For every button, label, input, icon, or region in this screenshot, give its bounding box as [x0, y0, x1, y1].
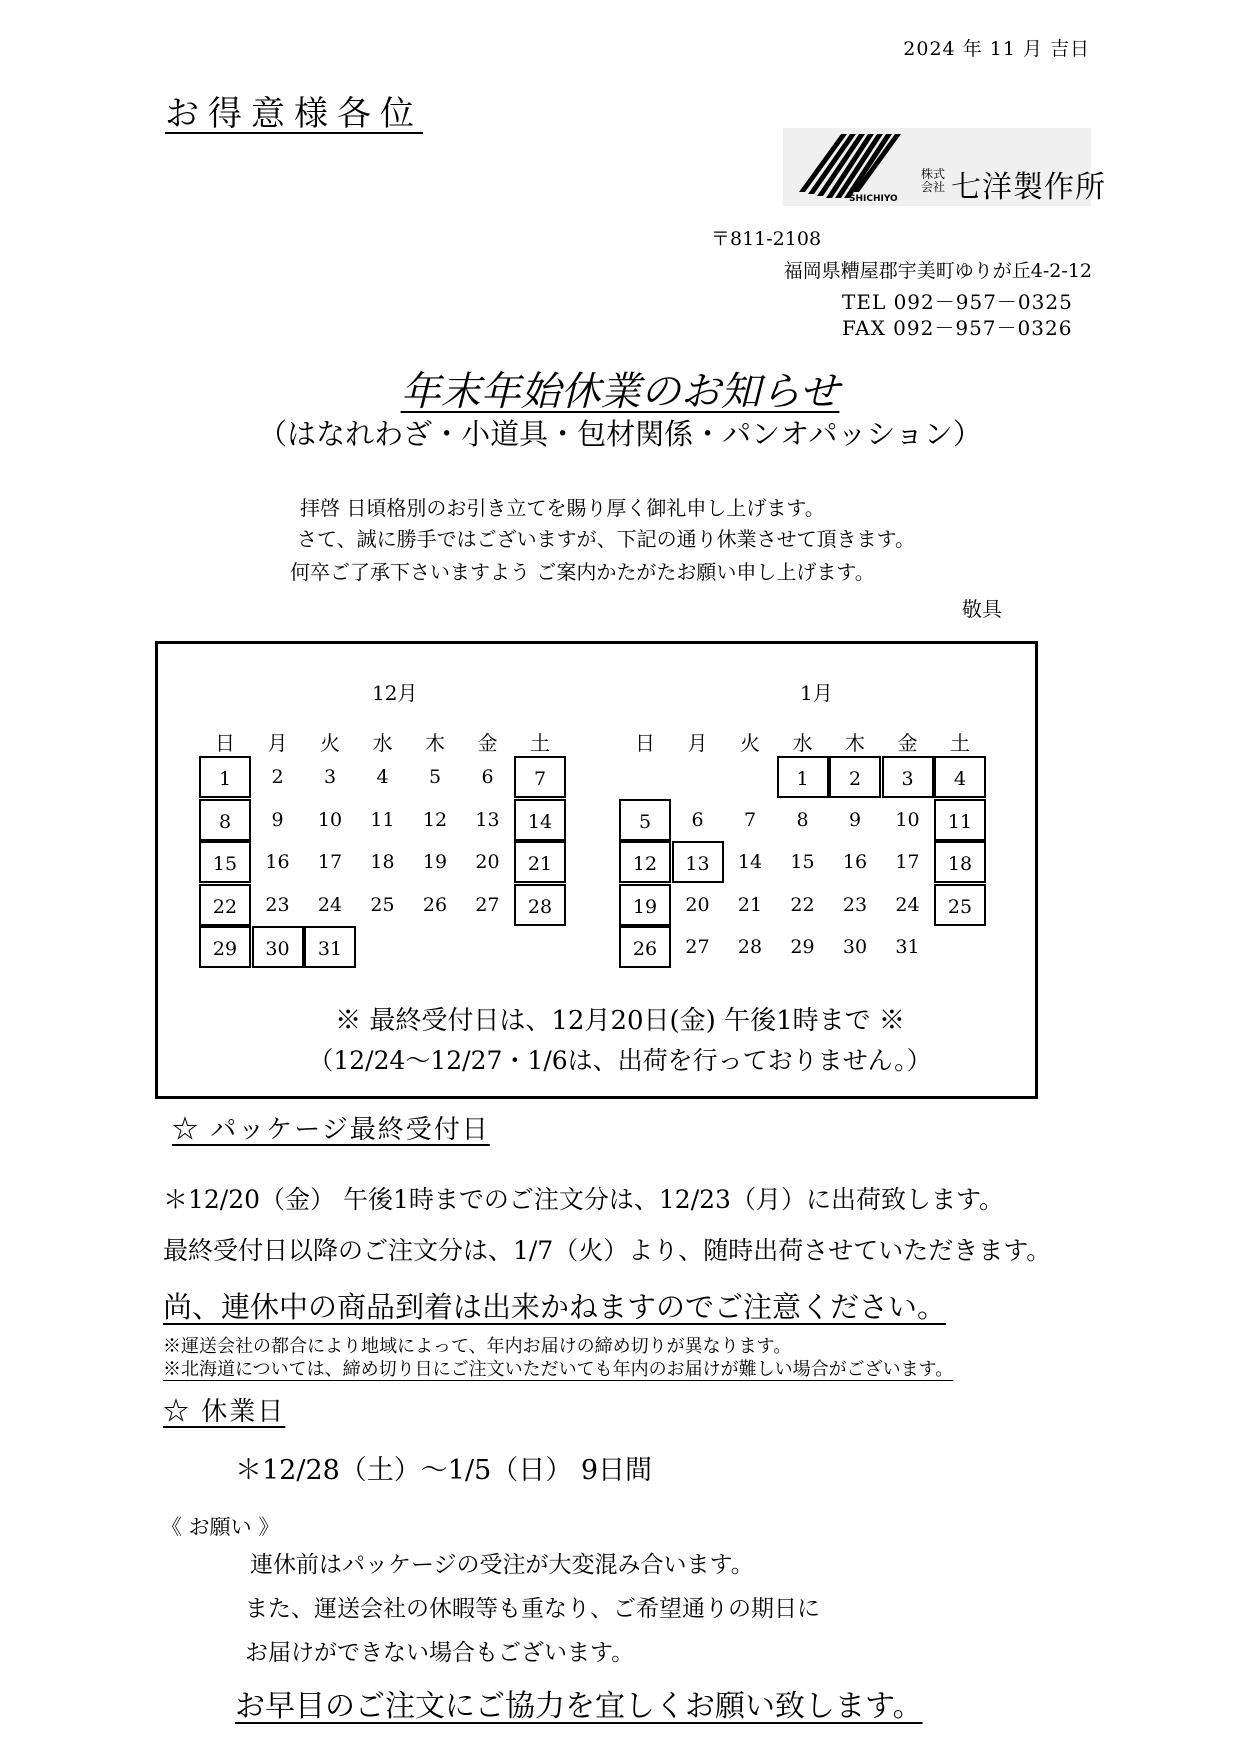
- weekday-header: 月: [267, 731, 288, 755]
- calendar-day: 16: [265, 851, 290, 873]
- calendar-day-holiday: 12: [619, 841, 671, 883]
- notice-subtitle: （はなれわざ・小道具・包材関係・パンオパッション）: [258, 417, 982, 451]
- calendar-day: 17: [317, 851, 343, 873]
- calendar-day-holiday: 18: [934, 841, 986, 883]
- logo-latin-text: SHICHIYO: [849, 194, 898, 204]
- package-section-heading: ☆ パッケージ最終受付日: [172, 1115, 490, 1145]
- request-line-3: お届けができない場合もございます。: [245, 1640, 635, 1666]
- shipping-note-2: ※北海道については、締め切り日にご注文いただいても年内のお届けが難しい場合がございます。: [163, 1359, 954, 1380]
- calendar-day: 16: [842, 851, 868, 873]
- package-line-1: ＊12/20（金） 午後1時までのご注文分は、12/23（月）に出荷致します。: [163, 1185, 1004, 1214]
- calendar-day: 21: [737, 893, 763, 916]
- calendar-day: 15: [790, 851, 815, 873]
- greeting-line-2: さて、誠に勝手ではございますが、下記の通り休業させて頂きます。: [297, 527, 915, 551]
- weekday-header: 日: [215, 731, 235, 755]
- weekday-header: 木: [425, 731, 445, 755]
- request-line-2: また、運送会社の休暇等も重なり、ご希望通りの期日に: [245, 1596, 820, 1622]
- calendar-day-holiday: 25: [934, 884, 986, 926]
- calendar-day: 24: [895, 893, 920, 916]
- calendar-day: 19: [422, 851, 448, 873]
- calendar-day: 8: [796, 808, 809, 831]
- calendar-day: 5: [428, 766, 442, 788]
- company-tel: TEL 092－957－0325: [842, 290, 1073, 314]
- calendar-day: 2: [271, 766, 284, 788]
- calendar-day: 25: [370, 893, 395, 916]
- calendar-day: 14: [737, 851, 763, 873]
- greeting-line-1: 拝啓 日頃格別のお引き立てを賜り厚く御礼申し上げます。: [300, 496, 825, 520]
- last-order-date-note: ※ 最終受付日は、12月20日(金) 午後1時まで ※: [335, 1006, 905, 1036]
- calendar-day-holiday: 7: [514, 756, 566, 798]
- postal-code: 〒811-2108: [711, 228, 822, 250]
- weekday-header: 木: [845, 731, 865, 755]
- calendar-day: 9: [848, 808, 862, 831]
- calendar-day-holiday: 2: [829, 756, 881, 798]
- shipping-note-1: ※運送会社の都合により地域によって、年内お届けの締め切りが異なります。: [163, 1336, 792, 1357]
- calendar-day-holiday: 13: [672, 841, 724, 883]
- calendar-day-holiday: 30: [252, 926, 304, 968]
- package-line-2: 最終受付日以降のご注文分は、1/7（火）より、随時出荷させていただきます。: [163, 1236, 1052, 1265]
- calendar-day: 3: [323, 766, 337, 788]
- calendar-day: 23: [842, 893, 868, 916]
- calendar-day: 6: [691, 808, 704, 831]
- calendar-day-holiday: 3: [882, 756, 934, 798]
- package-warning: 尚、連休中の商品到着は出来かねますのでご注意ください。: [163, 1290, 947, 1324]
- calendar-day: 4: [376, 766, 389, 788]
- calendar-day-holiday: 28: [514, 884, 566, 926]
- calendar-day: 10: [317, 808, 343, 831]
- weekday-header: 火: [320, 731, 340, 755]
- request-heading: 《 お願い 》: [161, 1515, 280, 1539]
- calendar-day-holiday: 15: [199, 841, 251, 883]
- weekday-header: 金: [897, 731, 918, 755]
- calendar-day: 13: [475, 808, 500, 831]
- calendar-day-holiday: 22: [199, 884, 251, 926]
- greeting-line-3: 何卒ご了承下さいますよう ご案内かたがたお願い申し上げます。: [290, 560, 875, 584]
- calendar-day-holiday: 1: [777, 756, 829, 798]
- request-line-1: 連休前はパッケージの受注が大変混み合います。: [250, 1552, 754, 1578]
- calendar-day-holiday: 14: [514, 799, 566, 841]
- weekday-header: 金: [477, 731, 498, 755]
- weekday-header: 火: [740, 731, 760, 755]
- calendar-day: 10: [895, 808, 920, 831]
- calendar-day-holiday: 26: [619, 926, 671, 968]
- holiday-period: ＊12/28（土）～1/5（日） 9日間: [235, 1455, 653, 1486]
- document-date: 2024 年 11 月 吉日: [903, 38, 1090, 60]
- notice-title: 年末年始休業のお知らせ: [400, 369, 840, 415]
- calendar-day: 30: [842, 936, 868, 958]
- holiday-section-heading: ☆ 休業日: [163, 1397, 286, 1427]
- no-shipping-note: （12/24～12/27・1/6は、出荷を行っておりません。）: [308, 1046, 932, 1075]
- calendar-day-holiday: 4: [934, 756, 986, 798]
- request-closing: お早目のご注文にご協力を宜しくお願い致します。: [235, 1689, 923, 1724]
- calendar-day-holiday: 21: [514, 841, 566, 883]
- addressee: お得意様各位: [165, 94, 423, 134]
- calendar-day-holiday: 31: [304, 926, 356, 968]
- calendar-month-title-december: 12月: [372, 681, 418, 705]
- weekday-header: 水: [372, 731, 393, 755]
- company-address: 福岡県糟屋郡宇美町ゆりが丘4-2-12: [783, 260, 1092, 282]
- calendar-day: 23: [265, 893, 290, 916]
- calendar-day: 20: [475, 851, 500, 873]
- calendar-day: 28: [737, 936, 763, 958]
- calendar-day: 27: [685, 936, 710, 958]
- calendar-day: 31: [895, 936, 920, 958]
- weekday-header: 日: [635, 731, 655, 755]
- logo-kabushiki-text: 株式会社: [921, 167, 946, 194]
- calendar-day-holiday: 11: [934, 799, 986, 841]
- weekday-header: 土: [950, 731, 970, 755]
- weekday-header: 土: [530, 731, 550, 755]
- calendar-day: 27: [475, 893, 500, 916]
- calendar-day: 17: [895, 851, 920, 873]
- calendar-day: 12: [422, 808, 448, 831]
- calendar-day: 26: [422, 893, 448, 916]
- calendar-day: 22: [790, 893, 815, 916]
- weekday-header: 月: [687, 731, 708, 755]
- calendar-day-holiday: 29: [199, 926, 251, 968]
- calendar-day: 7: [743, 808, 757, 831]
- calendar-month-title-january: 1月: [800, 681, 833, 705]
- logo-company-name: 七洋製作所: [951, 170, 1106, 205]
- calendar-day: 29: [790, 936, 815, 958]
- calendar-day: 24: [317, 893, 343, 916]
- calendar-day-holiday: 5: [619, 799, 671, 841]
- company-logo: [783, 128, 1106, 206]
- calendar-day: 6: [481, 766, 494, 788]
- greeting-closing: 敬具: [962, 597, 1002, 621]
- calendar-day: 18: [370, 851, 395, 873]
- calendar-day-holiday: 19: [619, 884, 671, 926]
- calendar-day: 9: [271, 808, 284, 831]
- company-fax: FAX 092－957－0326: [842, 316, 1073, 340]
- calendar-day: 11: [370, 808, 395, 831]
- calendar-day-holiday: 1: [199, 756, 251, 798]
- calendar-day: 20: [685, 893, 710, 916]
- weekday-header: 水: [792, 731, 813, 755]
- calendar-day-holiday: 8: [199, 799, 251, 841]
